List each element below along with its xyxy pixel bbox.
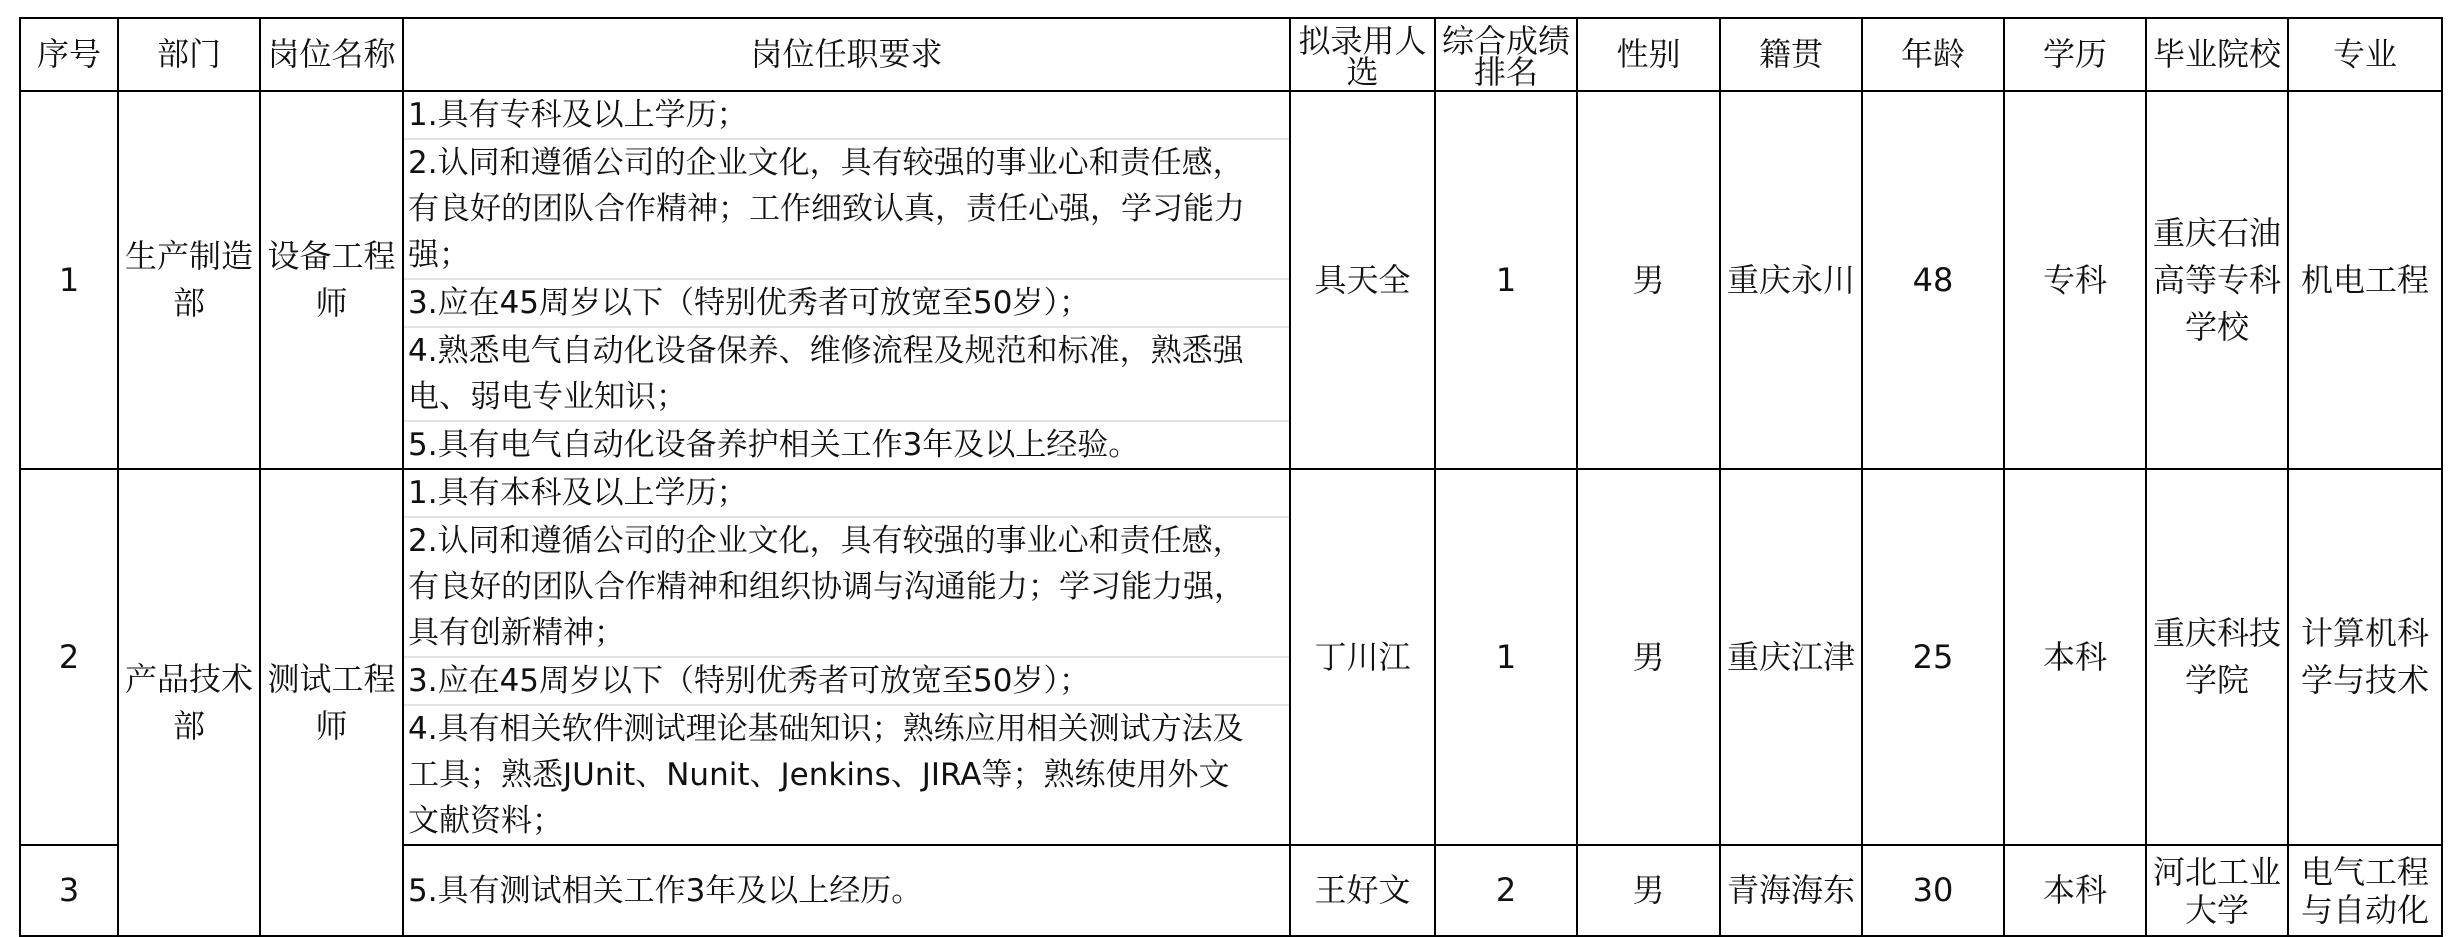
header-seq: 序号 xyxy=(20,18,118,91)
requirement-line: 5.具有电气自动化设备养护相关工作3年及以上经验。 xyxy=(408,427,1140,463)
recruitment-table xyxy=(19,17,2443,937)
requirement-line: 5.具有测试相关工作3年及以上经历。 xyxy=(408,872,923,909)
header-position: 岗位名称 xyxy=(260,18,403,91)
requirement-line: 4.熟悉电气自动化设备保养、维修流程及规范和标准，熟悉强 xyxy=(408,333,1244,369)
cell-age: 30 xyxy=(1862,845,2004,936)
cell-requirements xyxy=(403,845,1290,936)
cell-school: 河北工业 大学 xyxy=(2146,845,2288,936)
cell-candidate: 王好文 xyxy=(1290,845,1435,936)
cell-major: 机电工程 xyxy=(2288,91,2442,469)
cell-rank: 1 xyxy=(1435,469,1577,845)
cell-position: 测试工程 师 xyxy=(260,469,403,936)
requirement-line: 具有创新精神； xyxy=(404,610,1289,658)
header-requirements: 岗位任职要求 xyxy=(403,18,1290,91)
header-school: 毕业院校 xyxy=(2146,18,2288,91)
requirement-line: 电、弱电专业知识； xyxy=(404,374,1289,422)
cell-age: 48 xyxy=(1862,91,2004,469)
requirement-line: 有良好的团队合作精神；工作细致认真，责任心强，学习能力 xyxy=(408,191,1245,227)
header-dept: 部门 xyxy=(118,18,260,91)
header-rank: 综合成绩排名 xyxy=(1435,18,1577,91)
cell-rank: 1 xyxy=(1435,91,1577,469)
cell-dept: 产品技术 部 xyxy=(118,469,260,936)
cell-seq: 2 xyxy=(20,469,118,845)
cell-major: 电气工程 与自动化 xyxy=(2288,845,2442,936)
requirement-line: 1.具有本科及以上学历； xyxy=(404,470,1289,518)
cell-gender: 男 xyxy=(1577,469,1720,845)
header-row xyxy=(20,18,2442,91)
cell-age: 25 xyxy=(1862,469,2004,845)
header-major: 专业 xyxy=(2288,18,2442,91)
header-gender: 性别 xyxy=(1577,18,1720,91)
cell-origin: 重庆永川 xyxy=(1720,91,1862,469)
requirement-line: 3.应在45周岁以下（特别优秀者可放宽至50岁）； xyxy=(404,280,1289,328)
cell-dept: 生产制造 部 xyxy=(118,91,260,469)
cell-gender: 男 xyxy=(1577,845,1720,936)
requirement-line: 文献资料； xyxy=(408,803,563,839)
cell-edu: 本科 xyxy=(2004,845,2146,936)
cell-major: 计算机科 学与技术 xyxy=(2288,469,2442,845)
cell-candidate: 具天全 xyxy=(1290,91,1435,469)
cell-position: 设备工程 师 xyxy=(260,91,403,469)
requirement-line: 工具；熟悉JUnit、Nunit、Jenkins、JIRA等；熟练使用外文 xyxy=(408,757,1230,793)
header-origin: 籍贯 xyxy=(1720,18,1862,91)
requirement-line: 1.具有专科及以上学历； xyxy=(404,92,1289,140)
cell-candidate: 丁川江 xyxy=(1290,469,1435,845)
table-row xyxy=(20,469,2442,845)
cell-gender: 男 xyxy=(1577,91,1720,469)
cell-seq: 1 xyxy=(20,91,118,469)
requirement-line: 4.具有相关软件测试理论基础知识；熟练应用相关测试方法及 xyxy=(408,711,1244,747)
cell-origin: 青海海东 xyxy=(1720,845,1862,936)
cell-school: 重庆科技 学院 xyxy=(2146,469,2288,845)
cell-origin: 重庆江津 xyxy=(1720,469,1862,845)
cell-requirements xyxy=(403,91,1290,469)
header-edu: 学历 xyxy=(2004,18,2146,91)
cell-rank: 2 xyxy=(1435,845,1577,936)
requirement-line: 2.认同和遵循公司的企业文化，具有较强的事业心和责任感， xyxy=(408,523,1244,559)
requirement-line: 3.应在45周岁以下（特别优秀者可放宽至50岁）； xyxy=(404,658,1289,706)
header-candidate: 拟录用人选 xyxy=(1290,18,1435,91)
requirement-line: 强； xyxy=(404,232,1289,280)
requirement-line: 2.认同和遵循公司的企业文化，具有较强的事业心和责任感， xyxy=(408,145,1244,181)
cell-seq: 3 xyxy=(20,845,118,936)
table-row xyxy=(20,91,2442,469)
requirement-line: 有良好的团队合作精神和组织协调与沟通能力；学习能力强， xyxy=(408,569,1245,605)
cell-school: 重庆石油 高等专科 学校 xyxy=(2146,91,2288,469)
header-age: 年龄 xyxy=(1862,18,2004,91)
cell-edu: 专科 xyxy=(2004,91,2146,469)
cell-edu: 本科 xyxy=(2004,469,2146,845)
cell-requirements xyxy=(403,469,1290,845)
